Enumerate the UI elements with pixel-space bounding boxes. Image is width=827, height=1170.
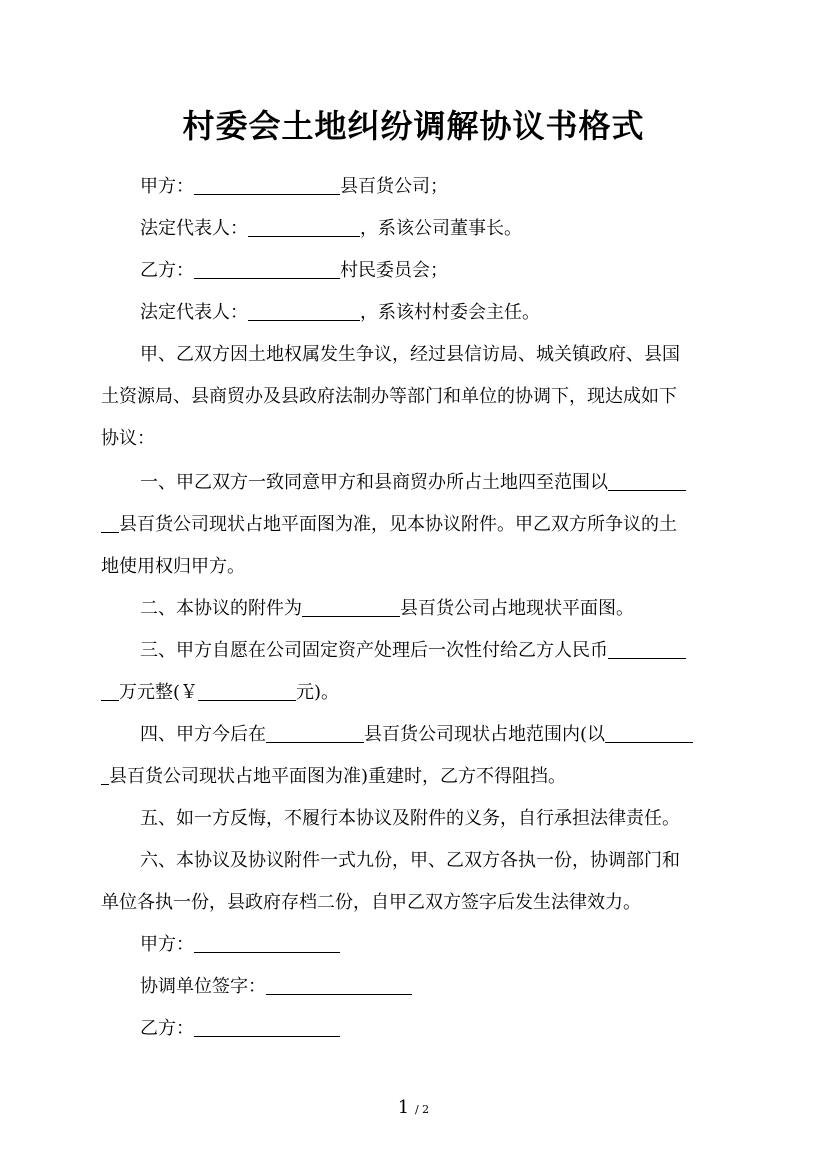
signature-party-b — [140, 1016, 340, 1042]
clause-2-line — [140, 596, 634, 622]
clause-4-blank-b[interactable] — [605, 722, 693, 743]
party-b-name-blank[interactable] — [194, 258, 340, 279]
page-number — [0, 1095, 827, 1123]
signature-coordinator-blank[interactable] — [266, 974, 412, 995]
party-b-label: 乙方： — [140, 260, 194, 281]
signature-coordinator-label: 协调单位签字： — [140, 976, 266, 997]
clause-3-text-2: 万元整(￥ — [119, 682, 199, 703]
party-a-rep-blank[interactable] — [248, 216, 360, 237]
signature-party-a-blank[interactable] — [194, 932, 340, 953]
clause-3-line-1 — [140, 638, 686, 664]
clause-4-blank-c[interactable] — [101, 764, 109, 785]
party-a-rep-suffix: ，系该公司董事长。 — [360, 218, 522, 239]
clause-4-middle: 县百货公司现状占地范围内(以 — [364, 724, 606, 745]
party-a-representative-line — [140, 216, 522, 242]
clause-6-line-1: 六、本协议及协议附件一式九份，甲、乙双方各执一份，协调部门和 — [140, 850, 680, 871]
clause-1-line-2 — [101, 512, 677, 538]
party-a-suffix: 县百货公司； — [340, 176, 448, 197]
party-a-label: 甲方： — [140, 176, 194, 197]
party-a-rep-label: 法定代表人： — [140, 218, 248, 239]
intro-line-2: 土资源局、县商贸办及县政府法制办等部门和单位的协调下，现达成如下 — [101, 386, 677, 407]
party-b-representative-line — [140, 300, 540, 326]
signature-coordinator — [140, 974, 412, 1000]
party-a-line — [140, 174, 448, 200]
page-total: / 2 — [414, 1103, 430, 1116]
signature-party-b-label: 乙方： — [140, 1018, 194, 1039]
clause-3-text-3: 元)。 — [296, 682, 340, 703]
party-b-rep-suffix: ，系该村村委会主任。 — [360, 302, 540, 323]
clause-4-prefix: 四、甲方今后在 — [140, 724, 266, 745]
signature-party-b-blank[interactable] — [194, 1016, 340, 1037]
clause-6-line-2: 单位各执一份，县政府存档二份，自甲乙双方签字后发生法律效力。 — [101, 892, 641, 913]
party-b-rep-label: 法定代表人： — [140, 302, 248, 323]
intro-line-3: 协议： — [101, 428, 155, 449]
clause-1-text-1: 一、甲乙双方一致同意甲方和县商贸办所占土地四至范围以 — [140, 472, 608, 493]
intro-line-1: 甲、乙双方因土地权属发生争议，经过县信访局、城关镇政府、县国 — [140, 344, 680, 365]
clause-3-line-2 — [101, 680, 339, 706]
clause-1-line-1 — [140, 470, 686, 496]
page-current: 1 — [397, 1097, 410, 1118]
party-b-rep-blank[interactable] — [248, 300, 360, 321]
clause-1-blank-a[interactable] — [608, 470, 686, 491]
clause-5-line: 五、如一方反悔，不履行本协议及附件的义务，自行承担法律责任。 — [140, 808, 680, 829]
clause-4-text-2: 县百货公司现状占地平面图为准)重建时，乙方不得阻挡。 — [109, 766, 567, 787]
party-a-name-blank[interactable] — [194, 174, 340, 195]
clause-1-line-3: 地使用权归甲方。 — [101, 556, 245, 577]
signature-party-a — [140, 932, 340, 958]
clause-1-blank-b[interactable] — [101, 512, 119, 533]
clause-1-text-2: 县百货公司现状占地平面图为准，见本协议附件。甲乙双方所争议的土 — [119, 514, 677, 535]
clause-4-line-1 — [140, 722, 693, 748]
clause-4-blank-a[interactable] — [266, 722, 364, 743]
clause-4-line-2 — [101, 764, 566, 790]
document-title: 村委会土地纠纷调解协议书格式 — [182, 107, 645, 145]
clause-3-blank-b[interactable] — [101, 680, 119, 701]
clause-2-blank[interactable] — [302, 596, 400, 617]
signature-party-a-label: 甲方： — [140, 934, 194, 955]
clause-3-blank-amount[interactable] — [198, 680, 296, 701]
party-b-line — [140, 258, 448, 284]
clause-3-text-1: 三、甲方自愿在公司固定资产处理后一次性付给乙方人民币 — [140, 640, 608, 661]
clause-3-blank-a[interactable] — [608, 638, 686, 659]
clause-2-prefix: 二、本协议的附件为 — [140, 598, 302, 619]
party-b-suffix: 村民委员会； — [340, 260, 448, 281]
clause-2-suffix: 县百货公司占地现状平面图。 — [400, 598, 634, 619]
